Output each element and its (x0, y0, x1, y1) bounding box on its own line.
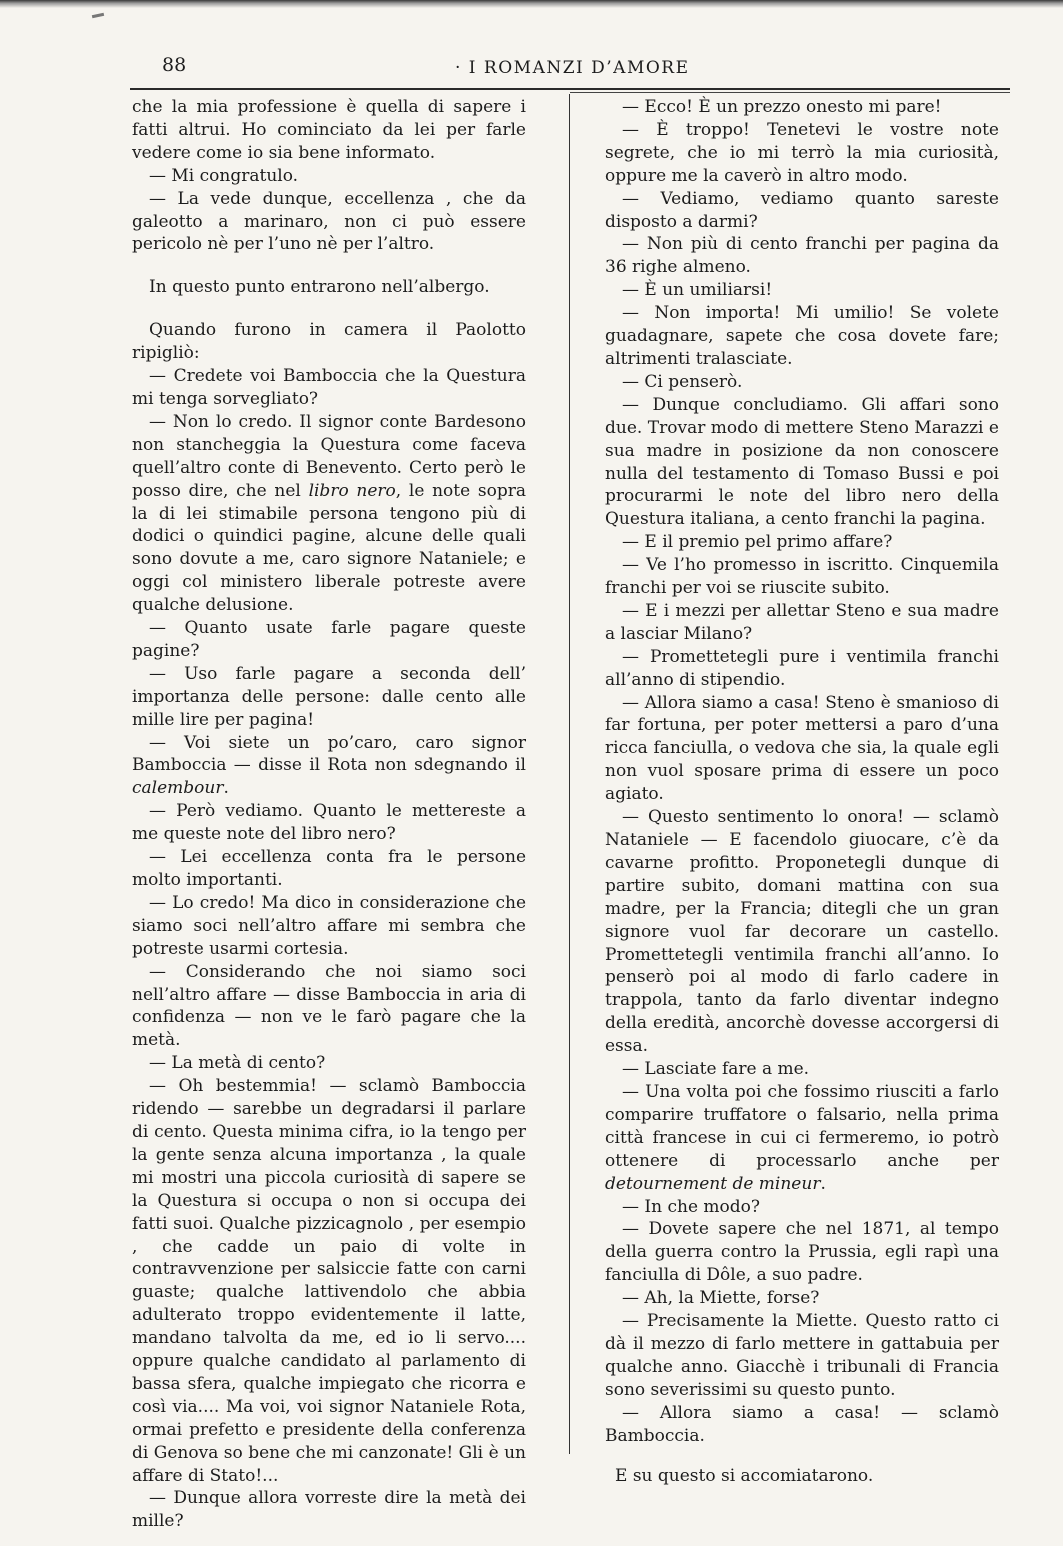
column-divider (569, 94, 570, 1454)
italic-term: detournement de mineur (605, 1173, 821, 1194)
paragraph: — Ecco! È un prezzo onesto mi pare! (622, 97, 942, 117)
header-rule-secondary (570, 92, 1010, 93)
paragraph: — Oh bestemmia! — sclamò Bamboccia ridendo — sarebbe un degradarsi il parlare di cento. Questa minima cifra, io la tengo per la gente senza alcuna importanza , la quale mi mostri una piccola curiosità di sapere se la Questura si occupa o non si occupa dei fatti suoi. Qualche pizzicagnolo , per esempio , che cadde un paio di volte in contravvenzione per salsiccie fatte con carni guaste; qualche lattivendolo che abbia adulterato troppo evidentemente il latte, mandano talvolta da me, ed io li servo.... oppure qualche candidato al parlamento di bassa sfera, qualche impiegato che ricorra e così via.... Ma voi, voi signor Nataniele Rota, ormai prefetto e presidente della conferenza di Genova so bene che mi canzonate! Gli è un affare di Stato!... (132, 1076, 526, 1486)
paragraph (132, 411, 526, 617)
paragraph: — Ah, la Miette, forse? (622, 1288, 820, 1309)
paragraph: — Allora siamo a casa! — sclamò Bamboccia. (605, 1402, 999, 1446)
paragraph: — Credete voi Bamboccia che la Questura mi tenga sorvegliato? (132, 366, 526, 409)
paragraph: — Questo sentimento lo onora! — sclamò Nataniele — E facendolo giuocare, c’è da cavarne profitto. Proponetegli dunque di partire subito, domani mattina con sua madre, per la Francia; ditegli che un gran signore vuol far decorare un castello. Promettetegli ventimila franchi all’anno. Io penserò poi al modo di farlo cadere in trappola, tanto da farlo diventar indegno della eredità, ancorchè dovesse accorgersi di essa. (605, 807, 999, 1057)
paragraph: — La metà di cento? (149, 1053, 326, 1074)
paragraph: — Allora siamo a casa! Steno è smanioso di far fortuna, per poter mettersi a paro d’una ricca fanciulla, o vedova che sia, la quale egli non vuol sposare prima di essere un poco agiato. (605, 692, 999, 805)
paragraph: — Precisamente la Miette. Questo ratto ci dà il mezzo di farlo mettere in gattabuia per qualche anno. Giacchè i tribunali di Francia sono severissimi su questo punto. (605, 1311, 999, 1400)
italic-term: calembour (132, 778, 224, 799)
closing-paragraph: E su questo si accomiatarono. (615, 1466, 874, 1487)
paragraph: — Vediamo, vediamo quanto sareste disposto a darmi? (605, 188, 999, 232)
paragraph: — Uso farle pagare a seconda dell’ importanza delle persone: dalle cento alle mille lire per pagina! (132, 663, 526, 730)
page-header (130, 50, 1010, 90)
paragraph: — Non più di cento franchi per pagina da 36 righe almeno. (605, 234, 999, 278)
paragraph: — Considerando che noi siamo soci nell’altro affare — disse Bamboccia in aria di confidenza — non ve le farò pagare che la metà. (132, 961, 526, 1051)
paragraph (605, 1081, 999, 1196)
paragraph (132, 732, 526, 801)
paragraph: — Dunque concludiamo. Gli affari sono due. Trovar modo di mettere Steno Marazzi e sua madre in posizione da non conoscere nulla del testamento di Tomaso Bussi e poi procurarmi le note del libro nero della Questura italiana, a cento franchi la pagina. (605, 394, 999, 530)
narration-paragraph: In questo punto entrarono nell’albergo. (149, 277, 490, 298)
paragraph-text: — Non lo credo. Il signor conte Bardesono non stancheggia la Questura come faceva quell’altro conte di Benevento. Certo però le posso dire, che nel (132, 411, 526, 501)
paragraph-text: — Una volta poi che fossimo riusciti a farlo comparire truffatore o falsario, nella prima città francese in cui ci fermeremo, io potrò ottenere di processarlo anche per (605, 1081, 999, 1171)
paragraph-text: , le note sopra la di lei stimabile persona tengono più di dodici o quindici pagine, alcune delle quali sono dovute a me, caro signore Nataniele; e oggi col ministero liberale potreste avere qualche delusione. (132, 480, 526, 616)
paragraph: — Mi congratulo. (149, 165, 299, 186)
paragraph: — Dovete sapere che nel 1871, al tempo della guerra contro la Prussia, egli rapì una fanciulla di Dôle, a suo padre. (605, 1219, 999, 1286)
narration-paragraph: Quando furono in camera il Paolotto ripigliò: (132, 320, 526, 364)
paragraph-text: . (223, 778, 229, 799)
running-title: · I ROMANZI D’AMORE (455, 58, 690, 78)
header-rule (130, 88, 1010, 90)
paragraph: — E i mezzi per allettar Steno e sua madre a lasciar Milano? (605, 600, 999, 644)
paragraph: — Promettetegli pure i ventimila franchi all’anno di stipendio. (605, 646, 999, 690)
left-column (132, 96, 526, 1533)
paragraph: — È un umiliarsi! (622, 280, 773, 301)
paragraph: — È troppo! Tenetevi le vostre note segrete, che io mi terrò la mia curiosità, oppure me la caverò in altro modo. (605, 119, 999, 186)
paragraph-text: . (820, 1173, 826, 1194)
paragraph: — Quanto usate farle pagare queste pagine? (132, 618, 526, 661)
paragraph: — In che modo? (622, 1196, 760, 1217)
italic-term: libro nero (308, 480, 396, 501)
paragraph: — Lasciate fare a me. (622, 1059, 810, 1080)
paragraph: — E il premio pel primo affare? (622, 532, 893, 553)
paragraph: — Ve l’ho promesso in iscritto. Cinquemila franchi per voi se riuscite subito. (605, 555, 999, 599)
paragraph: — Però vediamo. Quanto le mettereste a me queste note del libro nero? (132, 801, 526, 845)
paragraph: — La vede dunque, eccellenza , che da galeotto a marinaro, non ci può essere pericolo nè per l’uno nè per l’altro. (132, 188, 526, 255)
scan-edge-shadow (0, 0, 1063, 8)
paragraph: — Non importa! Mi umilio! Se volete guadagnare, sapete che cosa dovete fare; altrimenti tralasciate. (605, 303, 999, 369)
paragraph: — Ci penserò. (622, 371, 743, 392)
paragraph: — Lo credo! Ma dico in considerazione che siamo soci nell’altro affare mi sembra che potreste usarmi cortesia. (132, 892, 526, 959)
paragraph: — Dunque allora vorreste dire la metà dei mille? (132, 1488, 526, 1532)
paragraph: che la mia professione è quella di sapere i fatti altrui. Ho cominciato da lei per farle vedere come io sia bene informato. (132, 97, 526, 163)
paragraph: — Lei eccellenza conta fra le persone molto importanti. (132, 847, 526, 890)
scan-speck (92, 13, 104, 18)
right-column (605, 96, 999, 1488)
paragraph-text: — Voi siete un po’caro, caro signor Bamboccia — disse il Rota non sdegnando il (132, 732, 526, 776)
page-number: 88 (162, 54, 187, 76)
